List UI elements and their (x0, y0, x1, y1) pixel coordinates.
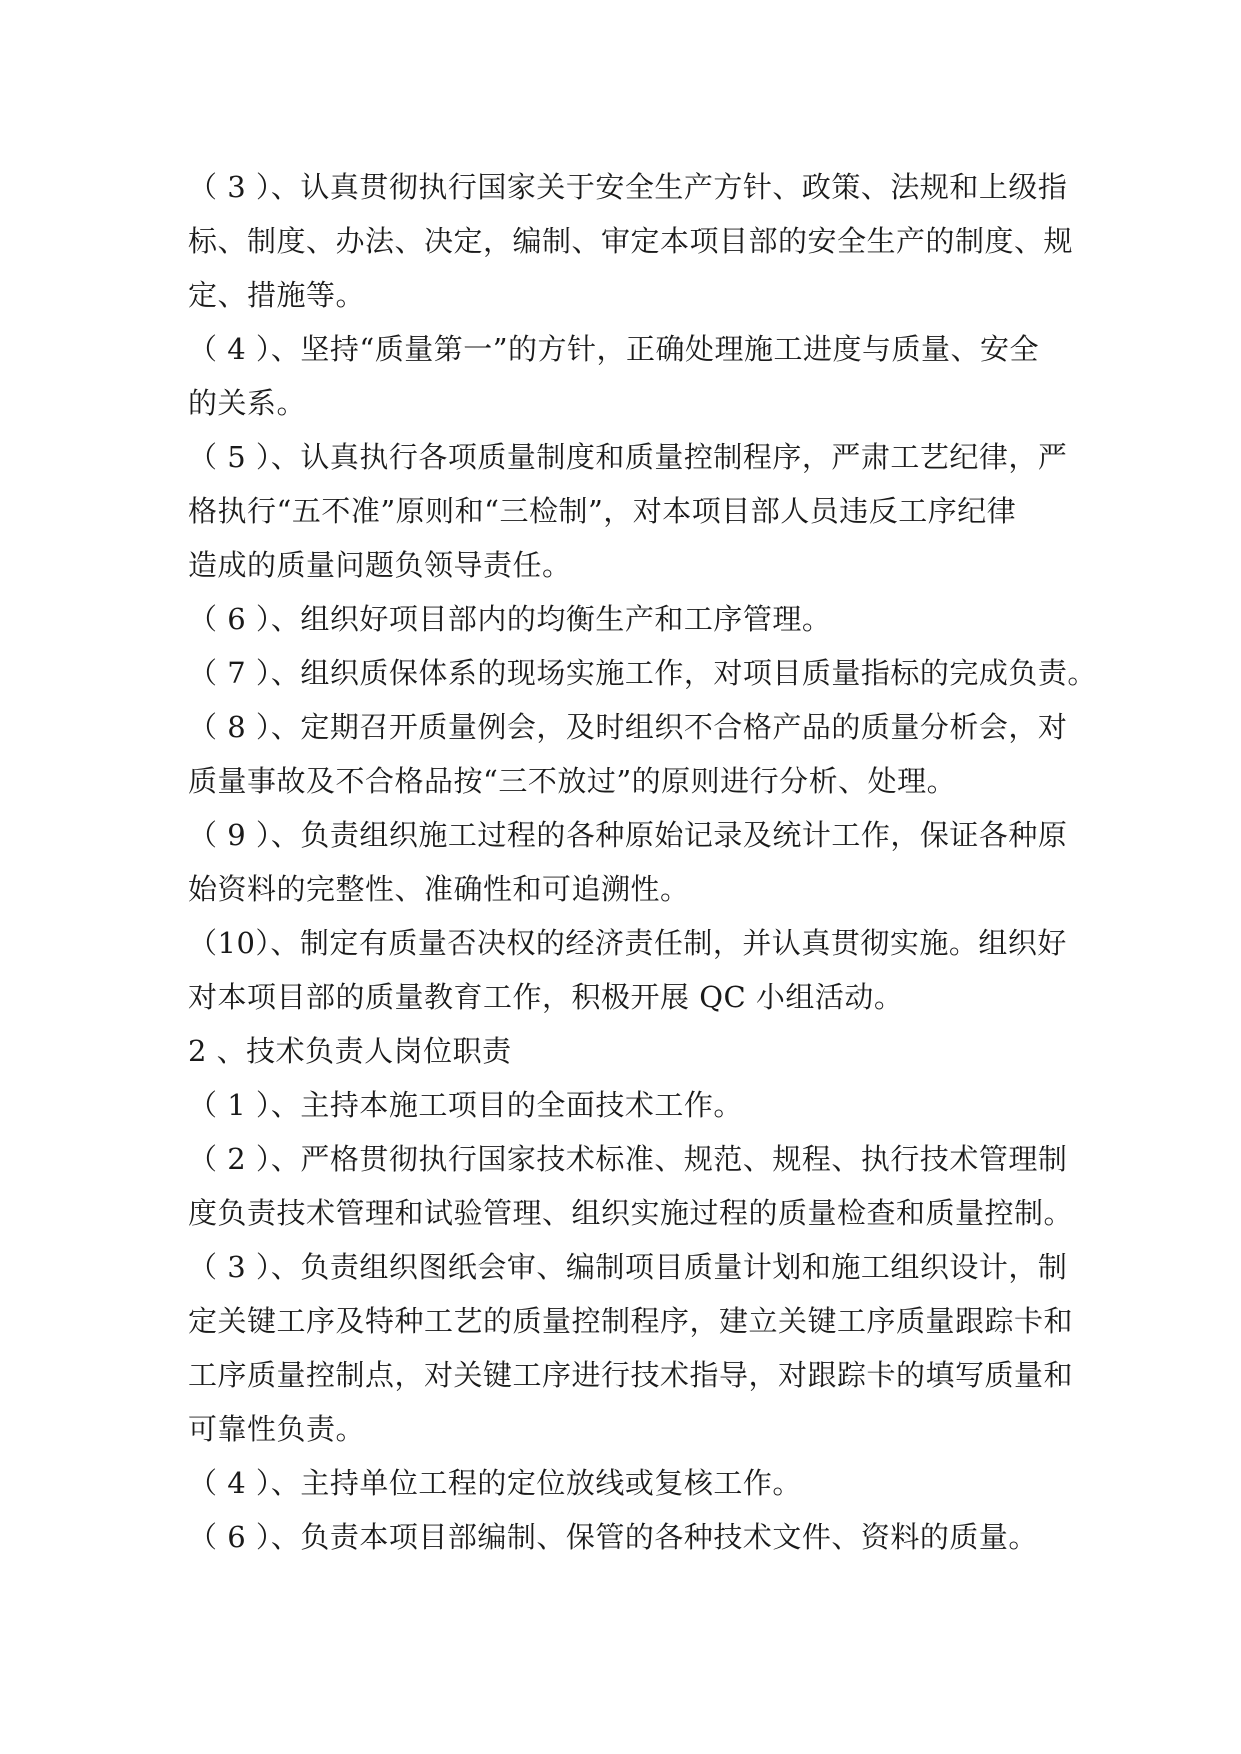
text-line: 始资料的完整性、准确性和可追溯性。 (188, 872, 690, 906)
section-heading: 2 、技术负责人岗位职责 (188, 1034, 512, 1068)
text-line: 标、制度、办法、决定，编制、审定本项目部的安全生产的制度、规 (188, 224, 1074, 258)
paragraph-7-quality-system (188, 646, 1097, 700)
paragraph-8-quality-meetings (188, 700, 1068, 808)
text-line: （ 2 ）、严格贯彻执行国家技术标准、规范、规程、执行技术管理制 (188, 1142, 1068, 1176)
paragraph-3-safety-policy (188, 160, 1074, 322)
text-line: （ 3 ）、负责组织图纸会审、编制项目质量计划和施工组织设计，制 (188, 1250, 1068, 1284)
text-line: 工序质量控制点，对关键工序进行技术指导，对跟踪卡的填写质量和 (188, 1358, 1074, 1392)
text-line: （ 4 ）、坚持“质量第一”的方针，正确处理施工进度与质量、安全 (188, 332, 1040, 366)
text-line: （ 9 ）、负责组织施工过程的各种原始记录及统计工作，保证各种原 (188, 818, 1068, 852)
paragraph-tech-4 (188, 1456, 1068, 1510)
text-line: 格执行“五不准”原则和“三检制”，对本项目部人员违反工序纪律 (188, 494, 1017, 528)
text-line: （ 8 ）、定期召开质量例会，及时组织不合格产品的质量分析会，对 (188, 710, 1068, 744)
text-line: 质量事故及不合格品按“三不放过”的原则进行分析、处理。 (188, 764, 957, 798)
text-line: （ 6 ）、负责本项目部编制、保管的各种技术文件、资料的质量。 (188, 1520, 1038, 1554)
paragraph-tech-3 (188, 1240, 1074, 1456)
text-line: 对本项目部的质量教育工作，积极开展 QC 小组活动。 (188, 980, 904, 1014)
paragraph-tech-1 (188, 1078, 1068, 1132)
paragraph-9-records (188, 808, 1068, 916)
text-line: 定关键工序及特种工艺的质量控制程序，建立关键工序质量跟踪卡和 (188, 1304, 1074, 1338)
text-line: 的关系。 (188, 386, 307, 420)
document-body (188, 160, 1097, 1564)
text-line: （ 4 ）、主持单位工程的定位放线或复核工作。 (188, 1466, 802, 1500)
section-heading-technical-lead (188, 1024, 1068, 1078)
paragraph-10-responsibility-system (188, 916, 1068, 1024)
paragraph-6-balanced-production (188, 592, 1068, 646)
text-line: （ 3 ）、认真贯彻执行国家关于安全生产方针、政策、法规和上级指 (188, 170, 1068, 204)
text-line: （10）、制定有质量否决权的经济责任制，并认真贯彻实施。组织好 (188, 926, 1067, 960)
text-line: 定、措施等。 (188, 278, 366, 312)
paragraph-5-quality-control (188, 430, 1068, 592)
text-line: （ 5 ）、认真执行各项质量制度和质量控制程序，严肃工艺纪律，严 (188, 440, 1068, 474)
paragraph-tech-2 (188, 1132, 1074, 1240)
text-line: （ 6 ）、组织好项目部内的均衡生产和工序管理。 (188, 602, 832, 636)
paragraph-4-quality-first (188, 322, 1068, 430)
text-line: 可靠性负责。 (188, 1412, 366, 1446)
text-line: （ 1 ）、主持本施工项目的全面技术工作。 (188, 1088, 743, 1122)
text-line: 度负责技术管理和试验管理、组织实施过程的质量检查和质量控制。 (188, 1196, 1074, 1230)
paragraph-tech-6 (188, 1510, 1068, 1564)
text-line: 造成的质量问题负领导责任。 (188, 548, 572, 582)
text-line: （ 7 ）、组织质保体系的现场实施工作，对项目质量指标的完成负责。 (188, 656, 1097, 690)
